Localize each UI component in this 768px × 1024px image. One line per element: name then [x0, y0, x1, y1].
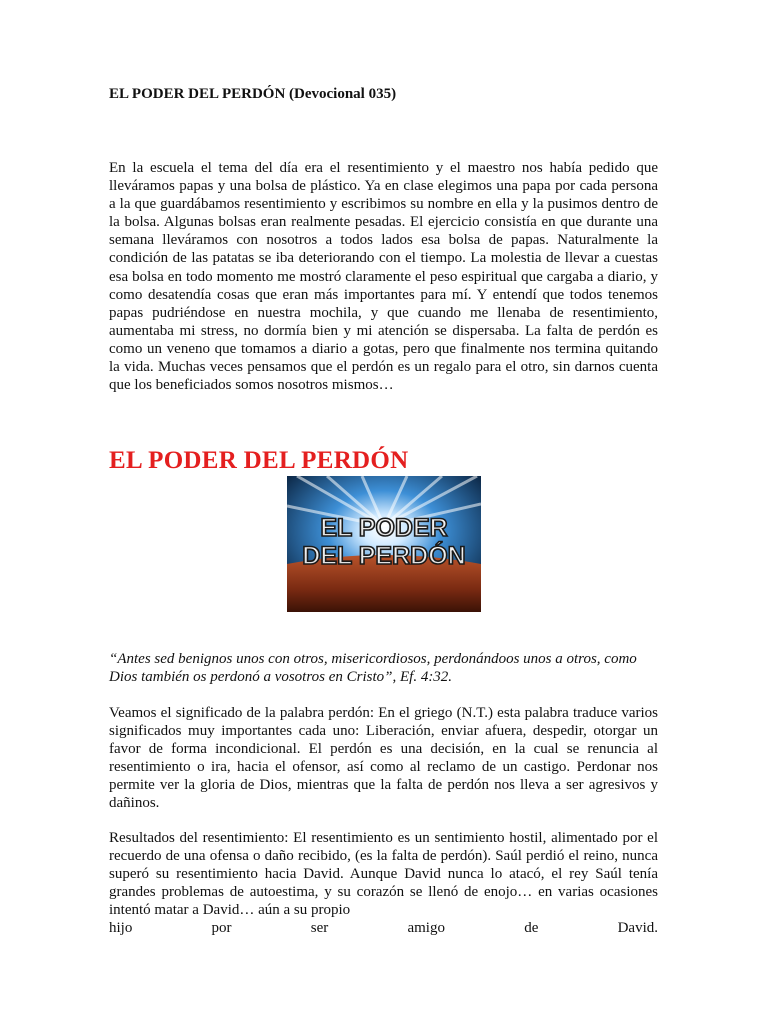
banner-line-1: EL PODER: [320, 514, 448, 542]
quote-reference: Ef. 4:32.: [399, 669, 453, 686]
intro-paragraph: En la escuela el tema del día era el resentimiento y el maestro nos había pedido que lleváramos papas y una bolsa de plástico. Ya en clase elegimos una papa por cada persona a la que guardábamos resentimiento y escribimos su nombre en ella y la pusimos dentro de la bolsa. Algunas bolsas eran realmente pesadas. El ejercicio consistía en que durante una semana lleváramos con nosotros a todos lados esa bolsa de papas. Naturalmente la condición de las patatas se iba deteriorando con el tiempo. La molestia de llevar a cuestas esa bolsa en todo momento me mostró claramente el peso espiritual que cargaba a diario, y como desatendía cosas que eran más importantes para mí. Y entendí que todos tenemos papas pudriéndose en nuestra mochila, y que cuando me llenaba de resentimiento, aumentaba mi stress, no dormía bien y mi atención se dispersaba. La falta de perdón es como un veneno que tomamos a diario a gotas, pero que finalmente nos termina quitando la vida. Muchas veces pensamos que el perdón es un regalo para el otro, sin darnos cuenta que los beneficiados somos nosotros mismos…: [109, 160, 658, 394]
resentment-paragraph: [109, 829, 658, 938]
resentment-paragraph-body: Resultados del resentimiento: El resentimiento es un sentimiento hostil, alimentado por el recuerdo de una ofensa o daño recibido, (es la falta de perdón). Saúl perdió el reino, nunca superó su resentimiento hacia David. Aunque David nunca lo atacó, el rey Saúl tenía grandes problemas de autoestima, y su corazón se llenó de enojo… en varias ocasiones intentó matar a David… aún a su propio: [109, 830, 658, 919]
meaning-paragraph: Veamos el significado de la palabra perdón: En el griego (N.T.) esta palabra traduce varios significados muy importantes cada uno: Liberación, enviar afuera, despedir, otorgar un favor de forma incondicional. El perdón es una decisión, en la cual se renuncia al resentimiento o ira, hacia el ofensor, así como al reclamo de un castigo. Perdonar nos permite ver la gloria de Dios, mientras que la falta de perdón nos lleva a ser agresivos y dañinos.: [109, 705, 658, 812]
resentment-paragraph-last-line: hijo por ser amigo de David.: [109, 920, 658, 937]
bible-quote: [109, 650, 658, 686]
quote-text: “Antes sed benignos unos con otros, misericordiosos, perdonándoos unos a otros, como Dios también os perdonó a vosotros en Cristo”,: [109, 651, 637, 686]
red-heading: EL PODER DEL PERDÓN: [109, 447, 409, 474]
banner-graphic: [287, 476, 481, 612]
document-title: EL PODER DEL PERDÓN (Devocional 035): [109, 86, 397, 102]
banner-line-2: DEL PERDÓN: [302, 542, 466, 570]
title-banner-image: [287, 476, 481, 612]
